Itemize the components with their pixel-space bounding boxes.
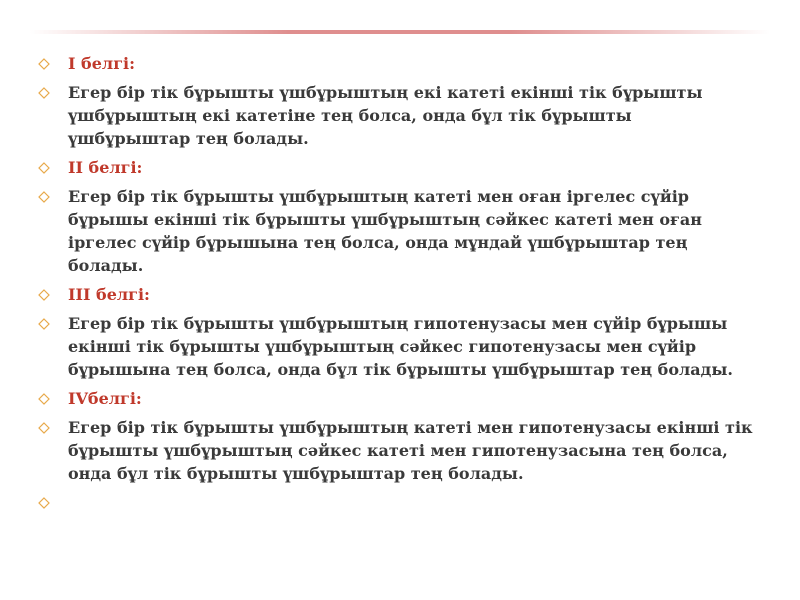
list-item-heading-3 (38, 283, 758, 306)
list-item-heading-1 (38, 52, 758, 75)
body-text: Егер бір тік бұрышты үшбұрыштың катеті мен оған іргелес сүйір бұрышы екінші тік бұрышты үшбұрыштың сәйкес катеті мен оған іргелес сүйір бұрышына тең болса, онда мұндай үшбұрыштар тең болады. (68, 187, 702, 275)
hollow-diamond-icon (38, 191, 50, 203)
heading-text: IVбелгі: (68, 389, 142, 408)
hollow-diamond-icon (38, 58, 50, 70)
hollow-diamond-icon (38, 497, 50, 509)
body-text: Егер бір тік бұрышты үшбұрыштың екі катеті екінші тік бұрышты үшбұрыштың екі катетіне тең болса, онда бұл тік бұрышты үшбұрыштар тең болады. (68, 83, 703, 148)
heading-text: I белгі: (68, 54, 135, 73)
hollow-diamond-icon (38, 162, 50, 174)
hollow-diamond-icon (38, 422, 50, 434)
list-item-body-2 (38, 185, 758, 277)
body-text: Егер бір тік бұрышты үшбұрыштың гипотенузасы мен сүйір бұрышы екінші тік бұрышты үшбұрыштың сәйкес гипотенузасы мен сүйір бұрышына тең болса, онда бұл тік бұрышты үшбұрыштар тең болады. (68, 314, 733, 379)
hollow-diamond-icon (38, 289, 50, 301)
hollow-diamond-icon (38, 393, 50, 405)
top-divider (30, 30, 770, 34)
hollow-diamond-icon (38, 87, 50, 99)
hollow-diamond-icon (38, 318, 50, 330)
heading-text: III белгі: (68, 285, 150, 304)
list-item-heading-2 (38, 156, 758, 179)
list-item-body-3 (38, 312, 758, 381)
bullet-list (38, 52, 758, 515)
list-item-heading-4 (38, 387, 758, 410)
list-item-body-1 (38, 81, 758, 150)
list-item-body-4 (38, 416, 758, 485)
heading-text: II белгі: (68, 158, 143, 177)
list-item-empty (38, 491, 758, 509)
body-text: Егер бір тік бұрышты үшбұрыштың катеті мен гипотенузасы екінші тік бұрышты үшбұрыштың сәйкес катеті мен гипотенузасына тең болса, онда бұл тік бұрышты үшбұрыштар тең болады. (68, 418, 753, 483)
